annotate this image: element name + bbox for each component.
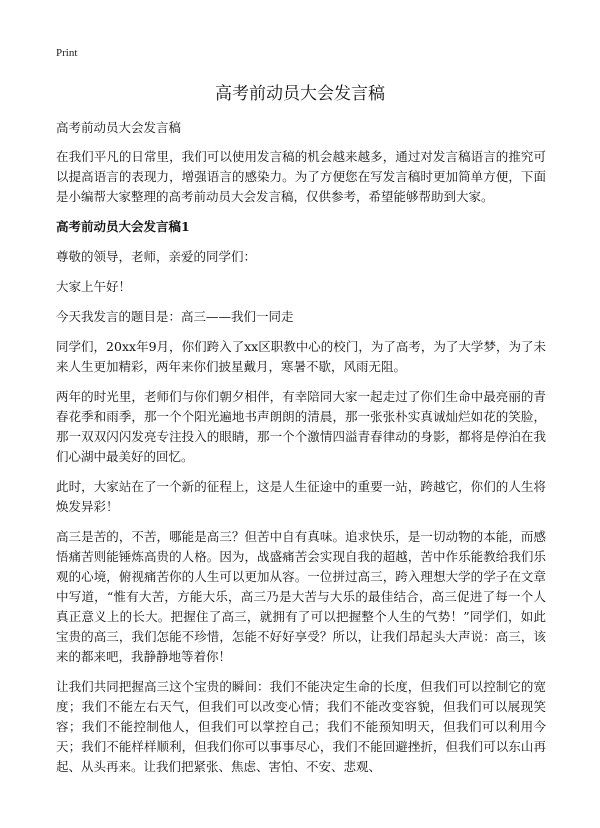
body-paragraph: 同学们，20xx年9月，你们跨入了xx区职教中心的校门，为了高考，为了大学梦，为了未来人生更加精彩，两年来你们披星戴月，寒暑不歇，风雨无阻。 — [56, 339, 546, 374]
page-title: 高考前动员大会发言稿 — [215, 84, 385, 104]
article-body — [56, 118, 546, 787]
document-subtitle: 高考前动员大会发言稿 — [56, 120, 182, 135]
topic-paragraph: 今天我发言的题目是：高三——我们一同走 — [56, 309, 294, 324]
body-paragraph: 高三是苦的，不苦，哪能是高三？但苦中自有真味。追求快乐，是一切动物的本能，而感悟痛苦则能锤炼高贵的人格。因为，战盛痛苦会实现自我的超越，苦中作乐能教给我们乐观的心境，俯视痛苦你的人生可以更加从容。一位拼过高三，跨入理想大学的学子在文章中写道，“惟有大苦，方能大乐，高三乃是大苦与大乐的最佳结合，高三促进了每一个人真正意义上的长大。把握住了高三，就拥有了可以把握整个人生的气势！”同学们，如此宝贵的高三，我们怎能不珍惜，怎能不好好享受？所以，让我们昂起头大声说：高三，该来的都来吧，我静静地等着你！ — [56, 529, 546, 664]
body-paragraph: 让我们共同把握高三这个宝贵的瞬间：我们不能决定生命的长度，但我们可以控制它的宽度；我们不能左右天气，但我们可以改变心情；我们不能改变容貌，但我们可以展现笑容；我们不能控制他人，但我们可以掌控自己；我们不能预知明天，但我们可以利用今天；我们不能样样顺利，但我们你可以事事尽心，我们不能回避挫折，但我们可以东山再起、从头再来。让我们把紧张、焦虑、害怕、不安、悲观、 — [56, 679, 546, 774]
print-link[interactable]: Print — [56, 47, 78, 59]
intro-paragraph: 在我们平凡的日常里，我们可以使用发言稿的机会越来越多，通过对发言稿语言的推究可以提高语言的表现力，增强语言的感染力。为了方便您在写发言稿时更加简单方便，下面是小编帮大家整理的高考前动员大会发言稿，仅供参考，希望能够帮助到大家。 — [56, 149, 546, 204]
greeting-paragraph: 尊敬的领导，老师，亲爱的同学们： — [56, 249, 257, 264]
section-heading: 高考前动员大会发言稿1 — [56, 219, 190, 234]
body-paragraph: 两年的时光里，老师们与你们朝夕相伴，有幸陪同大家一起走过了你们生命中最亮丽的青春花季和雨季，那一个个阳光遍地书声朗朗的清晨，那一张张朴实真诚灿烂如花的笑脸，那一双双闪闪发亮专注投入的眼睛，那一个个激情四溢青春律动的身影，都将是停泊在我们心湖中最美好的回忆。 — [56, 389, 546, 464]
body-paragraph: 此时，大家站在了一个新的征程上，这是人生征途中的重要一站，跨越它，你们的人生将焕发异彩！ — [56, 479, 546, 514]
salutation-paragraph: 大家上午好！ — [56, 279, 132, 294]
